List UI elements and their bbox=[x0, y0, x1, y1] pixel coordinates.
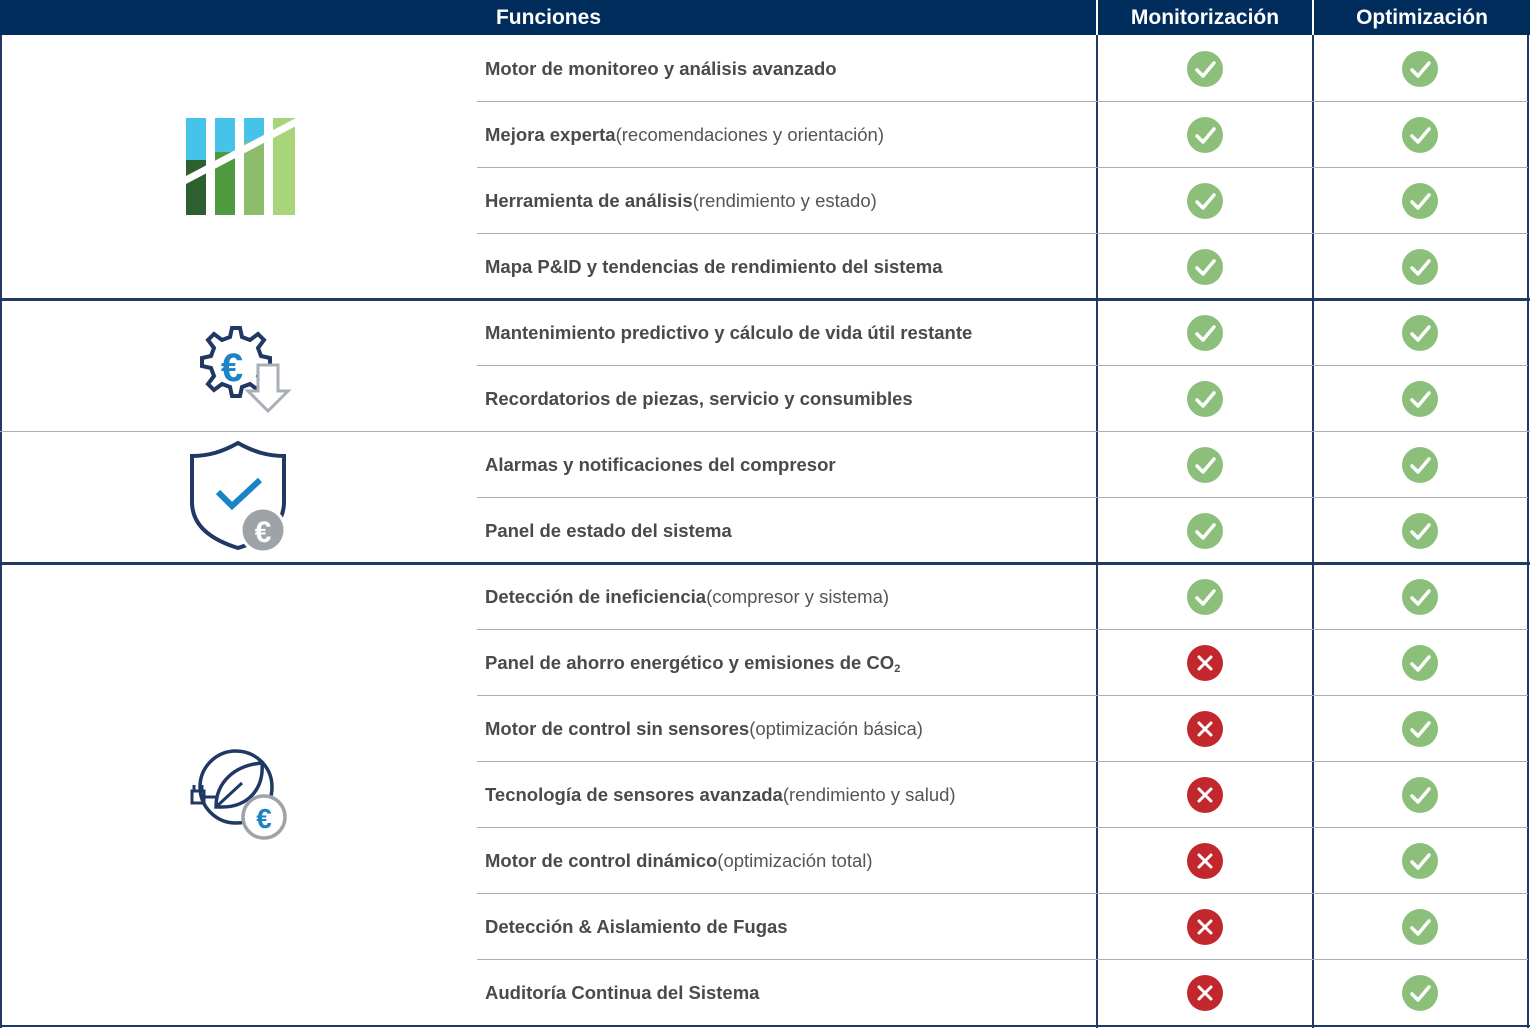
feature-note: (optimización total) bbox=[717, 850, 873, 871]
cross-icon bbox=[1187, 777, 1223, 813]
feature-note: (rendimiento y estado) bbox=[692, 190, 877, 211]
cross-icon bbox=[1187, 909, 1223, 945]
check-icon bbox=[1402, 909, 1438, 945]
feature-label bbox=[485, 300, 972, 366]
check-icon bbox=[1402, 975, 1438, 1011]
leaf-plug-euro-icon bbox=[186, 745, 292, 848]
cross-icon bbox=[1187, 711, 1223, 747]
check-icon bbox=[1402, 711, 1438, 747]
feature-label bbox=[485, 894, 788, 960]
check-icon bbox=[1402, 315, 1438, 351]
feature-name: Tecnología de sensores avanzada bbox=[485, 784, 783, 805]
shield-check-euro-icon bbox=[188, 440, 290, 559]
check-icon bbox=[1402, 51, 1438, 87]
check-icon bbox=[1187, 381, 1223, 417]
check-icon bbox=[1402, 381, 1438, 417]
check-icon bbox=[1187, 447, 1223, 483]
feature-name: Panel de ahorro energético y emisiones de $CO_2$ bbox=[485, 651, 901, 675]
feature-name: Recordatorios de piezas, servicio y consumibles bbox=[485, 388, 913, 409]
check-icon bbox=[1402, 513, 1438, 549]
feature-name: Detección & Aislamiento de Fugas bbox=[485, 916, 788, 937]
svg-text:€: € bbox=[256, 803, 272, 834]
feature-name: Auditoría Continua del Sistema bbox=[485, 982, 760, 1003]
check-icon bbox=[1187, 513, 1223, 549]
feature-name: Motor de control sin sensores bbox=[485, 718, 750, 739]
check-icon bbox=[1402, 249, 1438, 285]
check-icon bbox=[1402, 579, 1438, 615]
check-icon bbox=[1187, 579, 1223, 615]
feature-name: Detección de ineficiencia bbox=[485, 586, 707, 607]
feature-name: Motor de monitoreo y análisis avanzado bbox=[485, 58, 837, 79]
check-icon bbox=[1402, 843, 1438, 879]
feature-label bbox=[485, 36, 837, 102]
feature-label bbox=[485, 234, 943, 300]
feature-label bbox=[485, 564, 889, 630]
feature-label bbox=[485, 630, 900, 696]
feature-label bbox=[485, 432, 836, 498]
check-icon bbox=[1187, 117, 1223, 153]
feature-note: (rendimiento y salud) bbox=[782, 784, 956, 805]
svg-text:€: € bbox=[254, 516, 272, 549]
column-divider bbox=[1096, 35, 1098, 1028]
header-monitoring: Monitorización bbox=[1130, 5, 1280, 29]
check-icon bbox=[1402, 117, 1438, 153]
check-icon bbox=[1187, 315, 1223, 351]
table-border-right bbox=[1527, 35, 1529, 1028]
feature-name: Mantenimiento predictivo y cálculo de vida útil restante bbox=[485, 322, 973, 343]
header-optimization: Optimización bbox=[1356, 5, 1488, 29]
cross-icon bbox=[1187, 645, 1223, 681]
table-header bbox=[0, 0, 1530, 35]
feature-name: Mapa P&ID y tendencias de rendimiento del sistema bbox=[485, 256, 943, 277]
check-icon bbox=[1187, 51, 1223, 87]
feature-label bbox=[485, 960, 759, 1026]
svg-text:€: € bbox=[220, 346, 244, 390]
check-icon bbox=[1402, 183, 1438, 219]
column-divider bbox=[1312, 35, 1314, 1028]
feature-note: (compresor y sistema) bbox=[706, 586, 890, 607]
check-icon bbox=[1402, 645, 1438, 681]
feature-name: Motor de control dinámico bbox=[485, 850, 718, 871]
table-border-left bbox=[0, 35, 2, 1028]
feature-name: Mejora experta bbox=[485, 124, 616, 145]
table-border-bottom bbox=[0, 1025, 1530, 1027]
cross-icon bbox=[1187, 975, 1223, 1011]
feature-name: Herramienta de análisis bbox=[485, 190, 693, 211]
bar-chart-icon bbox=[186, 118, 298, 223]
check-icon bbox=[1402, 777, 1438, 813]
feature-label bbox=[485, 498, 732, 564]
header-features: Funciones bbox=[495, 5, 601, 29]
feature-label bbox=[485, 828, 873, 894]
feature-name: Alarmas y notificaciones del compresor bbox=[485, 454, 836, 475]
feature-note: (recomendaciones y orientación) bbox=[615, 124, 884, 145]
feature-label bbox=[485, 762, 956, 828]
feature-label bbox=[485, 102, 884, 168]
feature-label bbox=[485, 168, 877, 234]
feature-note: (optimización básica) bbox=[749, 718, 923, 739]
feature-label bbox=[485, 366, 913, 432]
check-icon bbox=[1187, 183, 1223, 219]
feature-name: Panel de estado del sistema bbox=[485, 520, 732, 541]
cross-icon bbox=[1187, 843, 1223, 879]
feature-label bbox=[485, 696, 923, 762]
subscript: 2 bbox=[894, 662, 901, 675]
euro-gear-icon bbox=[184, 315, 294, 420]
check-icon bbox=[1187, 249, 1223, 285]
check-icon bbox=[1402, 447, 1438, 483]
